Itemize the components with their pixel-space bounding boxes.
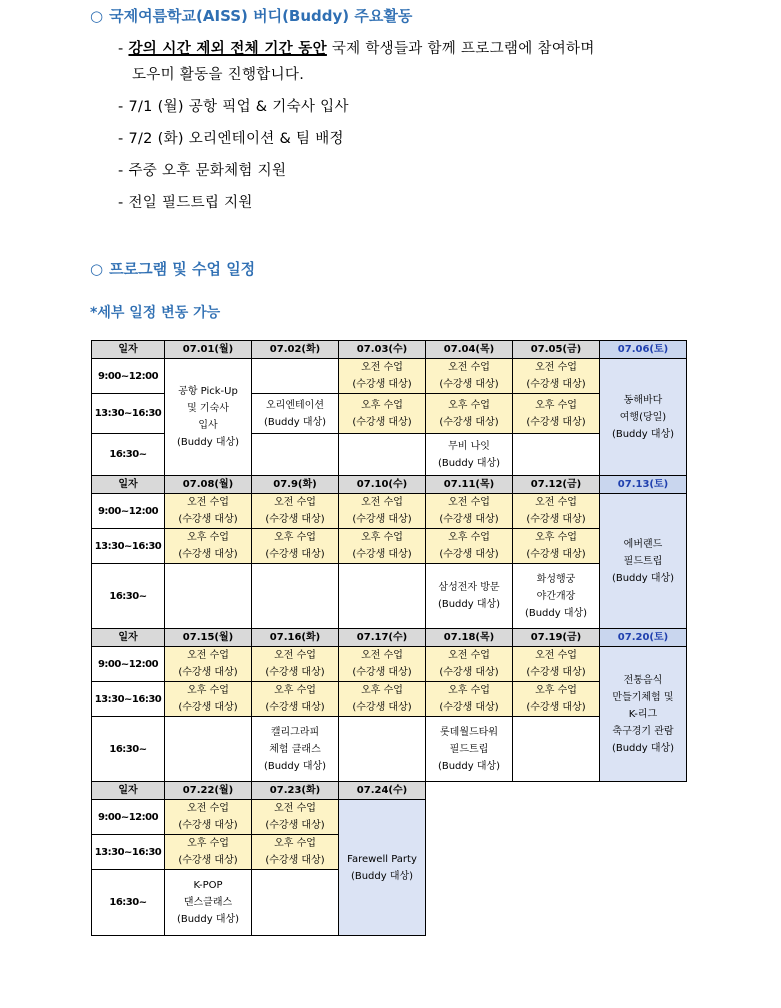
- time-slot: 13:30~16:30: [92, 682, 165, 717]
- student-tag: (수강생 대상): [526, 416, 586, 428]
- activity-item-3: [118, 126, 344, 152]
- class-label: 오후 수업: [448, 399, 490, 411]
- circle-bullet-icon: ○: [90, 7, 104, 25]
- time-slot: 16:30~: [92, 870, 165, 936]
- event-text: 롯데월드타워: [440, 726, 498, 738]
- student-tag: (수강생 대상): [265, 514, 325, 525]
- student-tag: (수강생 대상): [352, 667, 412, 678]
- empty-cell: [339, 434, 426, 476]
- class-label: 오후 수업: [274, 685, 316, 696]
- section-schedule-title: [90, 258, 255, 279]
- student-tag: (수강생 대상): [352, 702, 412, 713]
- schedule-table: [91, 340, 687, 936]
- class-label: 오후 수업: [187, 532, 229, 543]
- date-cell: 07.19(금): [513, 629, 600, 647]
- class-label: 오전 수업: [448, 362, 490, 373]
- event-lotte-world-tower: [426, 717, 513, 782]
- class-pm: [426, 529, 513, 564]
- empty-cell: [513, 717, 600, 782]
- class-am: [252, 494, 339, 529]
- class-label: 오전 수업: [274, 497, 316, 508]
- date-cell: 07.15(월): [165, 629, 252, 647]
- time-slot: 9:00~12:00: [92, 647, 165, 682]
- dash: -: [118, 163, 124, 179]
- event-text: 삼성전자 방문: [438, 582, 500, 593]
- buddy-tag: (Buddy 대상): [437, 457, 501, 469]
- class-am: [426, 494, 513, 529]
- event-calligraphy: [252, 717, 339, 782]
- event-orientation: [252, 394, 339, 434]
- student-tag: (수강생 대상): [178, 855, 238, 866]
- dash: -: [118, 131, 124, 147]
- class-label: 오후 수업: [361, 532, 403, 543]
- class-pm: [513, 682, 600, 717]
- class-label: 오전 수업: [187, 803, 229, 814]
- class-pm: [339, 394, 426, 434]
- class-label: 오전 수업: [448, 650, 490, 661]
- date-cell: 07.01(월): [165, 341, 252, 359]
- buddy-tag: (Buddy 대상): [611, 572, 675, 584]
- event-airport-pickup: [165, 359, 252, 476]
- date-cell: 07.08(월): [165, 476, 252, 494]
- date-cell: 07.22(월): [165, 782, 252, 800]
- week1-morning-row: [92, 359, 687, 394]
- class-label: 오전 수업: [361, 497, 403, 508]
- class-label: 오전 수업: [187, 650, 229, 661]
- class-am: [252, 800, 339, 835]
- student-tag: (수강생 대상): [526, 379, 586, 390]
- student-tag: (수강생 대상): [265, 702, 325, 713]
- week3-morning-row: [92, 647, 687, 682]
- date-label: 일자: [92, 782, 165, 800]
- date-cell-saturday: 07.20(토): [600, 629, 687, 647]
- event-text: 및 기숙사: [187, 403, 229, 414]
- week4-header-row: [92, 782, 687, 800]
- date-cell: 07.11(목): [426, 476, 513, 494]
- class-label: 오전 수업: [361, 362, 403, 373]
- circle-bullet-icon: ○: [90, 260, 104, 278]
- student-tag: (수강생 대상): [439, 514, 499, 525]
- class-label: 오후 수업: [187, 685, 229, 696]
- student-tag: (수강생 대상): [439, 549, 499, 560]
- event-text: 무비 나잇: [448, 440, 490, 452]
- event-traditional-food-kleague: [600, 647, 687, 782]
- student-tag: (수강생 대상): [439, 416, 499, 428]
- buddy-tag: (Buddy 대상): [524, 607, 588, 619]
- class-label: 오후 수업: [448, 532, 490, 543]
- event-text: Farewell Party: [347, 853, 417, 865]
- activity-item-4: [118, 158, 286, 184]
- dash: -: [118, 41, 124, 57]
- activity-text: 국제 학생들과 함께 프로그램에 참여하며: [326, 41, 595, 57]
- class-am: [165, 800, 252, 835]
- event-text: 에버랜드: [623, 538, 663, 550]
- student-tag: (수강생 대상): [352, 549, 412, 560]
- class-label: 오후 수업: [187, 838, 229, 849]
- event-east-sea-trip: [600, 359, 687, 476]
- class-label: 오전 수업: [535, 362, 577, 373]
- student-tag: (수강생 대상): [439, 702, 499, 713]
- class-pm: [165, 529, 252, 564]
- student-tag: (수강생 대상): [265, 667, 325, 678]
- emphasis-text: 강의 시간 제외 전체 기간 동안: [128, 41, 327, 57]
- class-am: [513, 494, 600, 529]
- buddy-tag: (Buddy 대상): [176, 437, 240, 448]
- date-cell: 07.03(수): [339, 341, 426, 359]
- event-text: 공항 Pick-Up: [178, 386, 238, 397]
- week2-evening-row: [92, 564, 687, 629]
- week1-header-row: [92, 341, 687, 359]
- student-tag: (수강생 대상): [265, 549, 325, 560]
- student-tag: (수강생 대상): [439, 667, 499, 678]
- section-schedule-title-text: 프로그램 및 수업 일정: [109, 260, 256, 278]
- class-label: 오전 수업: [535, 497, 577, 508]
- class-pm: [339, 682, 426, 717]
- event-kpop-dance: [165, 870, 252, 936]
- week3-evening-row: [92, 717, 687, 782]
- time-slot: 16:30~: [92, 564, 165, 629]
- class-pm: [252, 529, 339, 564]
- student-tag: (수강생 대상): [526, 667, 586, 678]
- event-samsung-visit: [426, 564, 513, 629]
- empty-cell: [252, 359, 339, 394]
- class-pm: [165, 835, 252, 870]
- event-text: K-리그: [628, 708, 658, 720]
- class-pm: [513, 529, 600, 564]
- empty-cell: [252, 564, 339, 629]
- student-tag: (수강생 대상): [178, 820, 238, 831]
- event-movie-night: [426, 434, 513, 476]
- date-label: 일자: [92, 476, 165, 494]
- event-text: 화성행궁: [536, 573, 576, 585]
- student-tag: (수강생 대상): [526, 702, 586, 713]
- event-everland-trip: [600, 494, 687, 629]
- buddy-tag: (Buddy 대상): [176, 914, 240, 925]
- empty-cell: [252, 434, 339, 476]
- event-text: 필드트립: [623, 555, 663, 567]
- event-text: 필드트립: [449, 743, 489, 755]
- class-am: [426, 359, 513, 394]
- student-tag: (수강생 대상): [178, 667, 238, 678]
- student-tag: (수강생 대상): [178, 702, 238, 713]
- class-label: 오전 수업: [361, 650, 403, 661]
- date-cell-saturday: 07.13(토): [600, 476, 687, 494]
- buddy-tag: (Buddy 대상): [437, 599, 501, 610]
- section-activities-title: [90, 5, 412, 26]
- time-slot: 9:00~12:00: [92, 359, 165, 394]
- class-am: [252, 647, 339, 682]
- event-text: 댄스클래스: [183, 897, 233, 908]
- class-label: 오전 수업: [535, 650, 577, 661]
- class-pm: [339, 529, 426, 564]
- dash: -: [118, 195, 124, 211]
- class-label: 오후 수업: [535, 532, 577, 543]
- class-pm: [426, 394, 513, 434]
- buddy-tag: (Buddy 대상): [611, 428, 675, 440]
- class-label: 오후 수업: [274, 838, 316, 849]
- event-text: 만들기체험 및: [612, 691, 674, 703]
- date-label: 일자: [92, 341, 165, 359]
- time-slot: 13:30~16:30: [92, 835, 165, 870]
- event-text: 오리엔테이션: [266, 399, 324, 411]
- event-text: 전통음식: [623, 674, 663, 686]
- activity-item-1: [118, 36, 595, 88]
- time-slot: 16:30~: [92, 717, 165, 782]
- class-label: 오후 수업: [361, 685, 403, 696]
- time-slot: 16:30~: [92, 434, 165, 476]
- empty-cell: [252, 870, 339, 936]
- date-cell: 07.23(화): [252, 782, 339, 800]
- event-text: K-POP: [193, 880, 223, 891]
- student-tag: (수강생 대상): [526, 514, 586, 525]
- date-cell: 07.05(금): [513, 341, 600, 359]
- blank-area: [426, 782, 687, 936]
- empty-cell: [339, 717, 426, 782]
- student-tag: (수강생 대상): [178, 549, 238, 560]
- class-pm: [426, 682, 513, 717]
- empty-cell: [165, 564, 252, 629]
- class-am: [513, 647, 600, 682]
- buddy-tag: (Buddy 대상): [611, 742, 675, 754]
- class-am: [339, 359, 426, 394]
- class-label: 오후 수업: [274, 532, 316, 543]
- student-tag: (수강생 대상): [439, 379, 499, 390]
- section-activities-title-text: 국제여름학교(AISS) 버디(Buddy) 주요활동: [109, 7, 413, 25]
- week2-header-row: [92, 476, 687, 494]
- event-text: 캘리그라피: [270, 726, 320, 738]
- week2-morning-row: [92, 494, 687, 529]
- student-tag: (수강생 대상): [265, 855, 325, 866]
- time-slot: 13:30~16:30: [92, 529, 165, 564]
- time-slot: 9:00~12:00: [92, 494, 165, 529]
- event-text: 야간개장: [536, 590, 576, 602]
- class-label: 오전 수업: [187, 497, 229, 508]
- dash: -: [118, 99, 124, 115]
- class-am: [339, 647, 426, 682]
- event-farewell-party: [339, 800, 426, 936]
- event-text: 체험 클래스: [269, 743, 321, 755]
- date-cell: 07.04(목): [426, 341, 513, 359]
- buddy-tag: (Buddy 대상): [263, 760, 327, 772]
- event-text: 여행(당일): [619, 411, 667, 423]
- date-cell: 07.17(수): [339, 629, 426, 647]
- activity-text-cont: 도우미 활동을 진행합니다.: [132, 67, 305, 83]
- activity-text: 7/1 (월) 공항 픽업 & 기숙사 입사: [128, 99, 349, 115]
- empty-cell: [339, 564, 426, 629]
- class-label: 오후 수업: [448, 685, 490, 696]
- week2-afternoon-row: [92, 529, 687, 564]
- class-am: [165, 494, 252, 529]
- date-cell-saturday: 07.06(토): [600, 341, 687, 359]
- class-am: [165, 647, 252, 682]
- event-text: 입사: [198, 420, 218, 431]
- class-pm: [252, 835, 339, 870]
- buddy-tag: (Buddy 대상): [437, 760, 501, 772]
- class-am: [426, 647, 513, 682]
- class-label: 오후 수업: [535, 399, 577, 411]
- activity-text: 7/2 (화) 오리엔테이션 & 팀 배정: [128, 131, 344, 147]
- event-text: 동해바다: [623, 394, 663, 406]
- student-tag: (수강생 대상): [265, 820, 325, 831]
- buddy-tag: (Buddy 대상): [350, 870, 414, 882]
- student-tag: (수강생 대상): [526, 549, 586, 560]
- time-slot: 9:00~12:00: [92, 800, 165, 835]
- activity-text: 주중 오후 문화체험 지원: [128, 163, 287, 179]
- class-am: [513, 359, 600, 394]
- class-pm: [513, 394, 600, 434]
- event-text: 축구경기 관람: [612, 725, 674, 737]
- student-tag: (수강생 대상): [352, 416, 412, 428]
- date-cell: 07.10(수): [339, 476, 426, 494]
- date-cell: 07.02(화): [252, 341, 339, 359]
- class-am: [339, 494, 426, 529]
- class-pm: [252, 682, 339, 717]
- student-tag: (수강생 대상): [178, 514, 238, 525]
- buddy-tag: (Buddy 대상): [263, 416, 327, 428]
- schedule-note: *세부 일정 변동 가능: [90, 305, 221, 321]
- event-hwaseong-night: [513, 564, 600, 629]
- date-label: 일자: [92, 629, 165, 647]
- class-pm: [165, 682, 252, 717]
- date-cell: 07.12(금): [513, 476, 600, 494]
- student-tag: (수강생 대상): [352, 379, 412, 390]
- empty-cell: [165, 717, 252, 782]
- empty-cell: [513, 434, 600, 476]
- activity-text: 전일 필드트립 지원: [128, 195, 253, 211]
- time-slot: 13:30~16:30: [92, 394, 165, 434]
- class-label: 오전 수업: [274, 650, 316, 661]
- activity-item-5: [118, 190, 253, 216]
- class-label: 오후 수업: [535, 685, 577, 696]
- activity-item-2: [118, 94, 349, 120]
- date-cell: 07.18(목): [426, 629, 513, 647]
- date-cell: 07.9(화): [252, 476, 339, 494]
- date-cell: 07.16(화): [252, 629, 339, 647]
- class-label: 오전 수업: [448, 497, 490, 508]
- week3-afternoon-row: [92, 682, 687, 717]
- class-label: 오후 수업: [361, 399, 403, 411]
- week3-header-row: [92, 629, 687, 647]
- student-tag: (수강생 대상): [352, 514, 412, 525]
- class-label: 오전 수업: [274, 803, 316, 814]
- date-cell: 07.24(수): [339, 782, 426, 800]
